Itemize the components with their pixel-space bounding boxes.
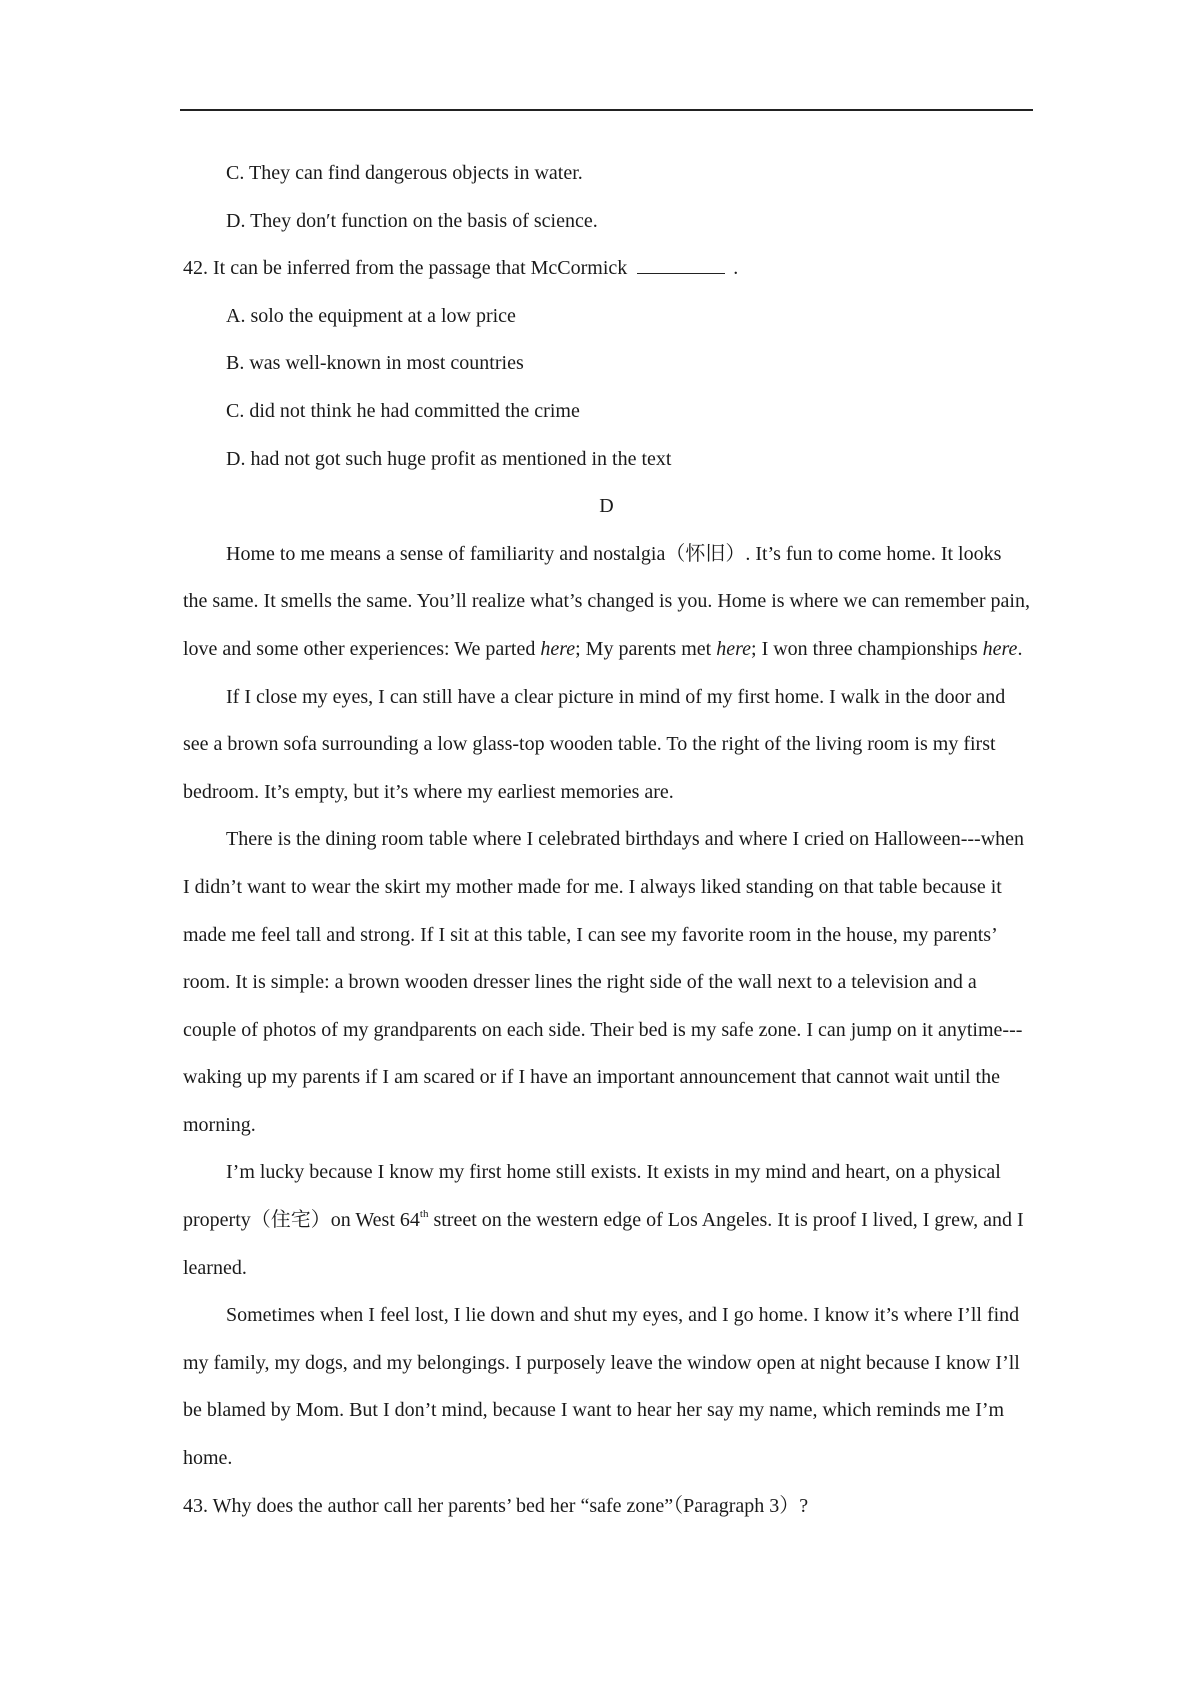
passage-paragraph-5: Sometimes when I feel lost, I lie down and shut my eyes, and I go home. I know it’s where I’ll find my family, my dogs, and my belongings. I purposely leave the window open at night because I know I’ll be blamed by Mom. But I don’t mind, because I want to hear her say my name, which reminds me I’m home.	[183, 1304, 1020, 1470]
p1-text-c: ; I won three championships	[751, 637, 983, 660]
page-content	[183, 150, 1030, 1530]
p1-text-a: Home to me means a sense of familiarity and nostalgia（怀旧）. It’s fun to come home. It looks the same. It smells the same. You’ll realize what’s changed is you. Home is where we can remember pain, love and some other experiences: We parted	[183, 542, 1030, 660]
document-page	[183, 0, 1030, 1698]
q41-option-c: C. They can find dangerous objects in water.	[226, 162, 583, 184]
q42-option-a: A. solo the equipment at a low price	[226, 304, 516, 327]
p1-italic-here-2: here	[716, 637, 752, 660]
q42-stem	[183, 245, 1030, 293]
q43-stem: 43. Why does the author call her parents’ bed her “safe zone”（Paragraph 3）?	[183, 1494, 809, 1517]
header-rule	[180, 109, 1033, 111]
p1-text-b: ; My parents met	[575, 637, 717, 660]
p4-text-a: I’m lucky because I know my first home still exists. It exists in my mind and heart, on a physical property（住宅）on West 64	[183, 1161, 1001, 1232]
p1-text-d: .	[1017, 637, 1023, 660]
p4-superscript: th	[419, 1208, 429, 1221]
p1-italic-here-3: here	[982, 637, 1018, 660]
q42-stem-end: .	[733, 257, 739, 280]
passage-paragraph-4	[183, 1149, 1030, 1292]
q42-option-c: C. did not think he had committed the crime	[226, 399, 580, 422]
passage-paragraph-3: There is the dining room table where I celebrated birthdays and where I cried on Halloween---when I didn’t want to wear the skirt my mother made for me. I always liked standing on that table because it made me feel tall and strong. If I sit at this table, I can see my favorite room in the house, my parents’ room. It is simple: a brown wooden dresser lines the right side of the wall next to a television and a couple of photos of my grandparents on each side. Their bed is my safe zone. I can jump on it anytime---waking up my parents if I am scared or if I have an important announcement that cannot wait until the morning.	[183, 828, 1025, 1136]
p4-text-b: street on the western edge of Los Angeles. It is proof I lived, I grew, and I learned.	[183, 1209, 1024, 1279]
section-heading: D	[599, 495, 614, 518]
q42-stem-text: 42. It can be inferred from the passage that McCormick	[183, 257, 628, 280]
answer-blank	[637, 257, 725, 274]
q42-option-d: D. had not got such huge profit as mentioned in the text	[226, 447, 672, 470]
q41-option-d: D. They don′t function on the basis of science.	[226, 209, 598, 232]
passage-paragraph-1	[183, 531, 1030, 674]
passage-paragraph-2: If I close my eyes, I can still have a clear picture in mind of my first home. I walk in the door and see a brown sofa surrounding a low glass-top wooden table. To the right of the living room is my first bedroom. It’s empty, but it’s where my earliest memories are.	[183, 685, 1006, 803]
p1-italic-here-1: here	[540, 637, 576, 660]
q42-option-b: B. was well-known in most countries	[226, 352, 524, 375]
